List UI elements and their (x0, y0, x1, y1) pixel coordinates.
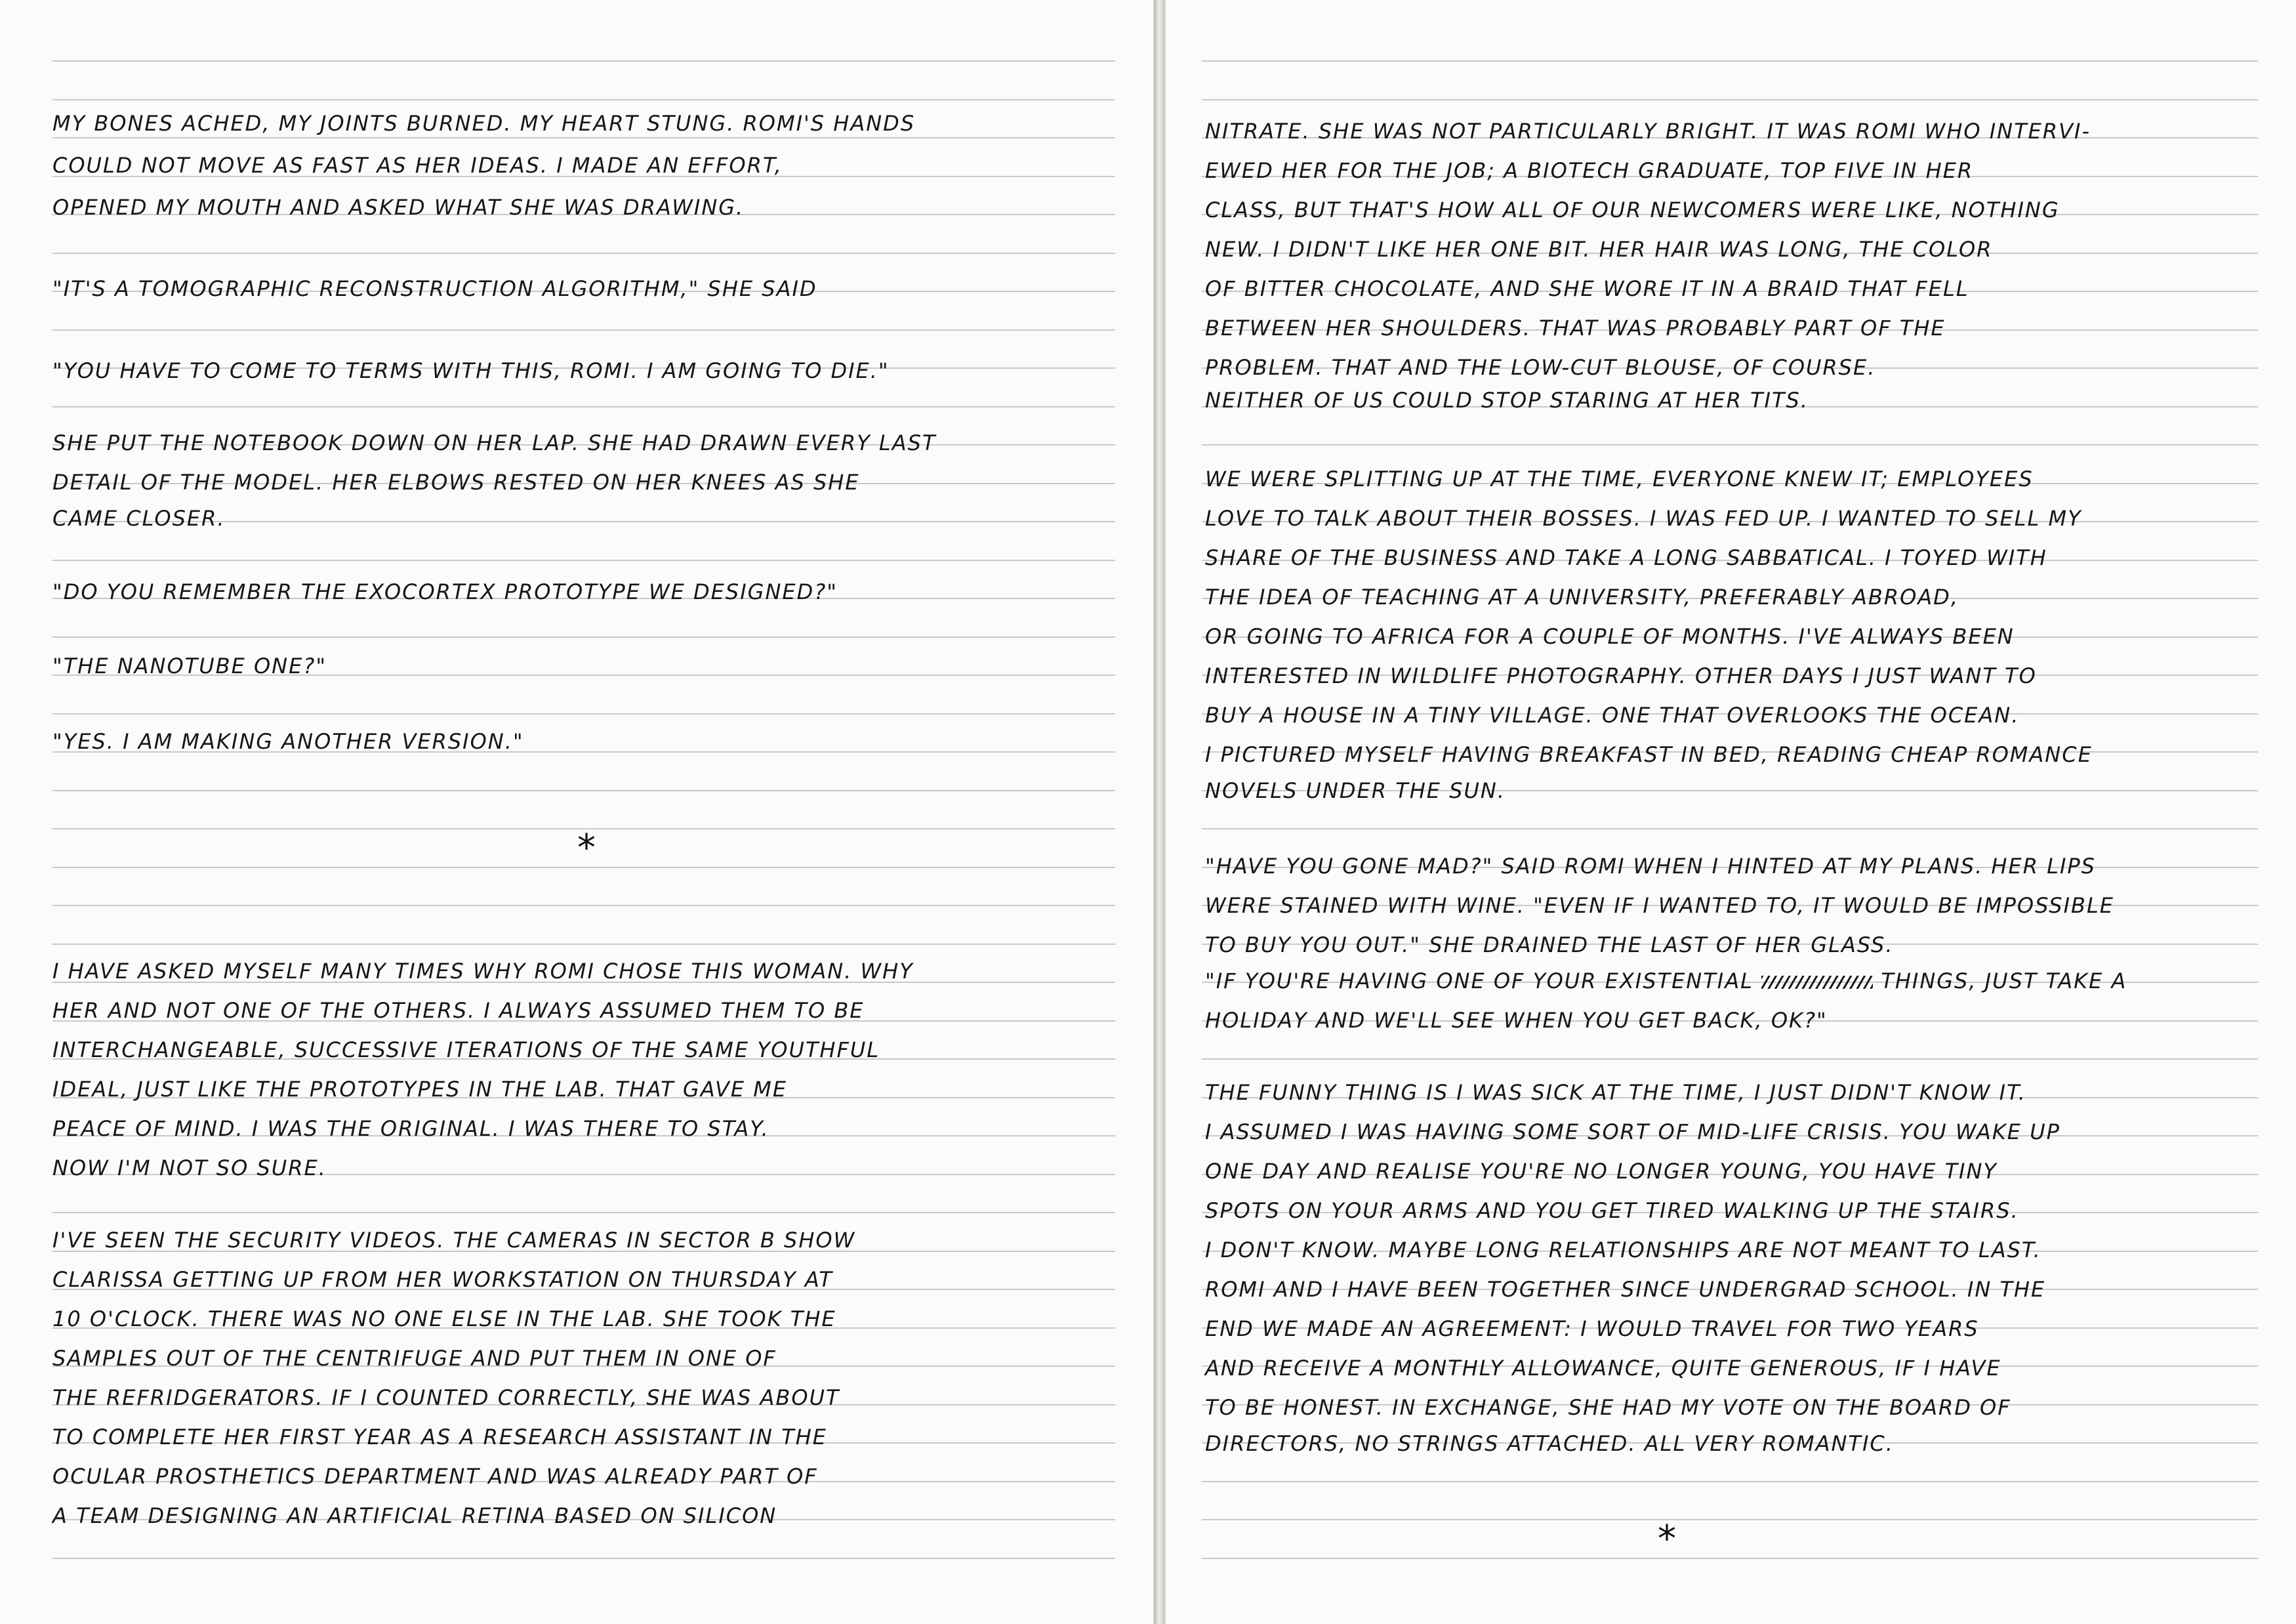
text-line: DETAIL OF THE MODEL. HER ELBOWS RESTED ON HER KNEES AS SHE (52, 470, 860, 495)
text-line: "DO YOU REMEMBER THE EXOCORTEX PROTOTYPE WE DESIGNED?" (52, 579, 838, 604)
text-line: INTERCHANGEABLE, SUCCESSIVE ITERATIONS OF THE SAME YOUTHFUL (52, 1037, 880, 1062)
text-line: TO BUY YOU OUT." SHE DRAINED THE LAST OF HER GLASS. (1205, 932, 1894, 957)
ruled-line (1202, 444, 2258, 446)
text-line: END WE MADE AN AGREEMENT: I WOULD TRAVEL FOR TWO YEARS (1205, 1316, 1979, 1341)
text-line: OCULAR PROSTHETICS DEPARTMENT AND WAS ALREADY PART OF (52, 1464, 818, 1489)
text-line: HOLIDAY AND WE'LL SEE WHEN YOU GET BACK, OK?" (1205, 1008, 1828, 1033)
text-line: SAMPLES OUT OF THE CENTRIFUGE AND PUT THEM IN ONE OF (52, 1346, 777, 1371)
ruled-line (52, 1558, 1115, 1559)
text-line: OF BITTER CHOCOLATE, AND SHE WORE IT IN A BRAID THAT FELL (1205, 276, 1969, 301)
text-line: BETWEEN HER SHOULDERS. THAT WAS PROBABLY PART OF THE (1205, 316, 1946, 341)
text-line: BUY A HOUSE IN A TINY VILLAGE. ONE THAT OVERLOOKS THE OCEAN. (1205, 703, 2020, 728)
section-break-star: * (1658, 1518, 1676, 1560)
text-line: I DON'T KNOW. MAYBE LONG RELATIONSHIPS ARE NOT MEANT TO LAST. (1205, 1238, 2041, 1262)
text-line: A TEAM DESIGNING AN ARTIFICIAL RETINA BASED ON SILICON (52, 1503, 777, 1528)
ruled-line (1202, 1058, 2258, 1060)
crossed-out-word (1761, 976, 1873, 989)
text-line: THE IDEA OF TEACHING AT A UNIVERSITY, PREFERABLY ABROAD, (1205, 585, 1959, 610)
text-line: WERE STAINED WITH WINE. "EVEN IF I WANTED TO, IT WOULD BE IMPOSSIBLE (1205, 893, 2114, 918)
text-line: ONE DAY AND REALISE YOU'RE NO LONGER YOUNG, YOU HAVE TINY (1205, 1159, 1998, 1184)
text-line: NOW I'M NOT SO SURE. (52, 1156, 327, 1180)
ruled-line (1202, 1519, 2258, 1520)
ruled-line (1202, 60, 2258, 62)
ruled-line (1202, 828, 2258, 829)
text-line: INTERESTED IN WILDLIFE PHOTOGRAPHY. OTHER DAYS I JUST WANT TO (1205, 663, 2037, 688)
text-line: "YES. I AM MAKING ANOTHER VERSION." (52, 729, 524, 754)
text-line: TO COMPLETE HER FIRST YEAR AS A RESEARCH ASSISTANT IN THE (52, 1425, 827, 1449)
text-line: MY BONES ACHED, MY JOINTS BURNED. MY HEART STUNG. ROMI'S HANDS (52, 111, 916, 136)
ruled-line (52, 329, 1115, 331)
text-line: SPOTS ON YOUR ARMS AND YOU GET TIRED WALKING UP THE STAIRS. (1205, 1198, 2019, 1223)
text-line: NEITHER OF US COULD STOP STARING AT HER TITS. (1205, 388, 1809, 413)
notebook-spine (1155, 0, 1164, 1624)
text-line: CLARISSA GETTING UP FROM HER WORKSTATION ON THURSDAY AT (52, 1267, 833, 1292)
text-line: SHE PUT THE NOTEBOOK DOWN ON HER LAP. SHE HAD DRAWN EVERY LAST (52, 430, 937, 455)
ruled-line (52, 406, 1115, 407)
text-line: I PICTURED MYSELF HAVING BREAKFAST IN BED, READING CHEAP ROMANCE (1205, 742, 2093, 767)
text-line: NOVELS UNDER THE SUN. (1205, 778, 1506, 803)
text-line-with-scribble (1205, 968, 2127, 994)
text-line: AND RECEIVE A MONTHLY ALLOWANCE, QUITE GENEROUS, IF I HAVE (1205, 1356, 2001, 1381)
text-line: "IT'S A TOMOGRAPHIC RECONSTRUCTION ALGORITHM," SHE SAID (52, 276, 817, 301)
text-line: SHARE OF THE BUSINESS AND TAKE A LONG SABBATICAL. I TOYED WITH (1205, 545, 2047, 570)
text-line: I HAVE ASKED MYSELF MANY TIMES WHY ROMI CHOSE THIS WOMAN. WHY (52, 959, 914, 984)
ruled-line (52, 1212, 1115, 1213)
text-line: IDEAL, JUST LIKE THE PROTOTYPES IN THE LAB. THAT GAVE ME (52, 1077, 788, 1102)
ruled-line (52, 137, 1115, 138)
ruled-line (52, 636, 1115, 638)
ruled-line (1202, 99, 2258, 100)
text-line: CAME CLOSER. (52, 506, 226, 531)
ruled-line (1202, 1481, 2258, 1482)
ruled-line (52, 60, 1115, 62)
text-line: CLASS, BUT THAT'S HOW ALL OF OUR NEWCOMERS WERE LIKE, NOTHING (1205, 198, 2060, 222)
ruled-line (1202, 1558, 2258, 1559)
text-line: 10 O'CLOCK. THERE WAS NO ONE ELSE IN THE LAB. SHE TOOK THE (52, 1306, 836, 1331)
text-line: TO BE HONEST. IN EXCHANGE, SHE HAD MY VOTE ON THE BOARD OF (1205, 1395, 2011, 1420)
text-line: "THE NANOTUBE ONE?" (52, 654, 327, 678)
ruled-line (52, 560, 1115, 561)
text-fragment: "IF YOU'RE HAVING ONE OF YOUR EXISTENTIAL (1205, 968, 1753, 993)
text-line: PROBLEM. THAT AND THE LOW-CUT BLOUSE, OF COURSE. (1205, 355, 1876, 380)
text-line: NEW. I DIDN'T LIKE HER ONE BIT. HER HAIR WAS LONG, THE COLOR (1205, 237, 1993, 262)
text-fragment: THINGS, JUST TAKE A (1881, 968, 2127, 993)
right-page (1164, 0, 2296, 1624)
text-line: HER AND NOT ONE OF THE OTHERS. I ALWAYS ASSUMED THEM TO BE (52, 998, 865, 1023)
ruled-line (52, 713, 1115, 715)
text-line: THE FUNNY THING IS I WAS SICK AT THE TIME, I JUST DIDN'T KNOW IT. (1205, 1080, 2026, 1105)
ruled-line (52, 253, 1115, 254)
text-line: "HAVE YOU GONE MAD?" SAID ROMI WHEN I HINTED AT MY PLANS. HER LIPS (1205, 854, 2096, 879)
ruled-line (52, 905, 1115, 906)
text-line: THE REFRIDGERATORS. IF I COUNTED CORRECTLY, SHE WAS ABOUT (52, 1385, 840, 1410)
text-line: I'VE SEEN THE SECURITY VIDEOS. THE CAMERAS IN SECTOR B SHOW (52, 1228, 856, 1253)
text-line: COULD NOT MOVE AS FAST AS HER IDEAS. I MADE AN EFFORT, (52, 153, 783, 178)
text-line: OR GOING TO AFRICA FOR A COUPLE OF MONTHS. I'VE ALWAYS BEEN (1205, 624, 2015, 649)
ruled-line (52, 944, 1115, 945)
text-line: OPENED MY MOUTH AND ASKED WHAT SHE WAS DRAWING. (52, 195, 745, 220)
text-line: "YOU HAVE TO COME TO TERMS WITH THIS, ROMI. I AM GOING TO DIE." (52, 358, 890, 383)
ruled-line (52, 790, 1115, 791)
text-line: EWED HER FOR THE JOB; A BIOTECH GRADUATE, TOP FIVE IN HER (1205, 158, 1974, 183)
text-line: NITRATE. SHE WAS NOT PARTICULARLY BRIGHT. IT WAS ROMI WHO INTERVI- (1205, 119, 2091, 144)
text-line: PEACE OF MIND. I WAS THE ORIGINAL. I WAS THERE TO STAY. (52, 1116, 769, 1141)
text-line: LOVE TO TALK ABOUT THEIR BOSSES. I WAS FED UP. I WANTED TO SELL MY (1205, 506, 2082, 531)
text-line: WE WERE SPLITTING UP AT THE TIME, EVERYONE KNEW IT; EMPLOYEES (1205, 467, 2034, 491)
section-break-star: * (577, 827, 596, 869)
text-line: ROMI AND I HAVE BEEN TOGETHER SINCE UNDERGRAD SCHOOL. IN THE (1205, 1277, 2046, 1302)
text-line: I ASSUMED I WAS HAVING SOME SORT OF MID-LIFE CRISIS. YOU WAKE UP (1205, 1119, 2060, 1144)
ruled-line (52, 99, 1115, 100)
text-line: DIRECTORS, NO STRINGS ATTACHED. ALL VERY ROMANTIC. (1205, 1431, 1894, 1456)
